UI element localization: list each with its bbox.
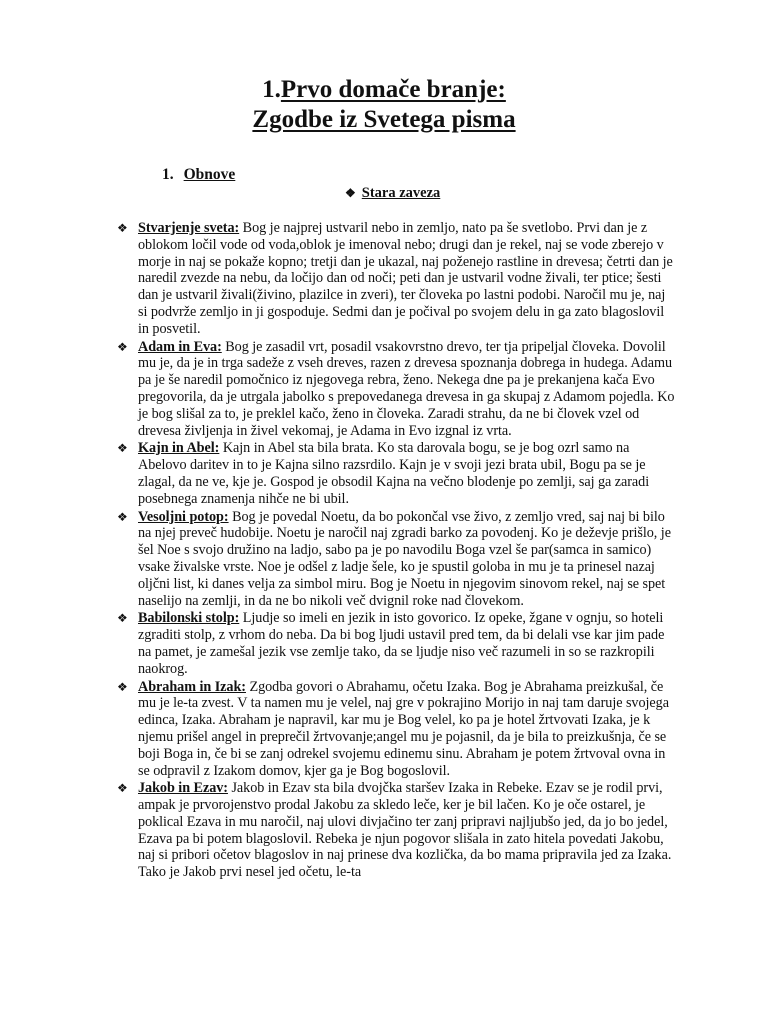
item-text: Bog je najprej ustvaril nebo in zemljo, nato pa še svetlobo. Prvi dan je z oblokom ločil vode od voda,oblok je imenoval nebo; drugi dan je rekel, naj se vode zberejo v morje in naj se pokaže kopno; tretji dan je ukazal, naj poženejo rastline in drevesa; četrti dan je naredil zvezde na nebu, da ločijo dan od noči; peti dan je ustvaril vodne živali, ter ptice; šesti dan je ustvaril živali(živino, plazilce in zveri), ter človeka po lastni podobi. Naročil mu je, naj si podvrže zemljo in ji gospoduje. Sedmi dan je počival po svojem delu in ga zato blagoslovil in posvetil. bbox=[138, 220, 673, 337]
diamond-bullet-icon: ❖ bbox=[117, 781, 128, 796]
title-text-line-2: Zgodbe iz Svetega pisma bbox=[252, 106, 516, 133]
item-heading: Jakob in Ezav: bbox=[138, 780, 228, 797]
item-heading: Stvarjenje sveta: bbox=[138, 220, 240, 236]
section-number: 1. bbox=[162, 166, 174, 183]
item-text: Jakob in Ezav sta bila dvojčka staršev Izaka in Rebeke. Ezav se je rodil prvi, ampak je prvorojenstvo prodal Jakobu za skledo leče, ker je bil lačen. Ko je oče ostarel, je poklical Ezava in mu naročil, naj ulovi divjačino ter zanj pripravi najljubšo jed, da jo bo jedel, Ezava pa bi potem blagoslovil. Rebeka je njun pogovor slišala in zato hitela povedati Jakobu, naj si pribori očetov blagoslov in naj prinese dva kozlička, da bo mama pripravila jed za Izaka. Tako je Jakob prvi nesel jed očetu, le-ta bbox=[138, 780, 672, 881]
item-text: Bog je zasadil vrt, posadil vsakovrstno drevo, ter tja pripeljal človeka. Dovolil mu je, da je in trga sadeže z vseh dreves, razen z drevesa spoznanja dobrega in hudega. Adamu pa je še naredil pomočnico iz njegovega rebra, ženo. Nekega dne pa je prekanjena kača Evo pregovorila, da je utrgala jabolko s prepovedanega drevesa in ga skupaj z Adamom pojedla. Ko je bog slišal za to, je preklel kačo, ženo in človeka. Zaradi strahu, da ne bi človek vzel od drevesa življenja in živel vekomaj, je Adama in Evo izgnal iz vrta. bbox=[138, 338, 675, 439]
item-heading: Babilonski stolp: bbox=[138, 610, 240, 627]
list-item bbox=[117, 509, 677, 610]
title-text-line-1: Prvo domače branje: bbox=[280, 76, 506, 103]
item-heading: Adam in Eva: bbox=[138, 338, 222, 355]
subsection-label: Stara zaveza bbox=[361, 185, 441, 201]
item-heading: Abraham in Izak: bbox=[138, 678, 246, 695]
section-label: Obnove bbox=[183, 166, 236, 183]
list-item bbox=[117, 610, 677, 677]
item-heading: Kajn in Abel: bbox=[138, 440, 220, 457]
diamond-bullet-icon: ❖ bbox=[117, 221, 128, 235]
list-item bbox=[117, 440, 677, 507]
item-text: Zgodba govori o Abrahamu, očetu Izaka. Bog je Abrahama preizkušal, če mu je le-ta zvest. V ta namen mu je velel, naj gre v pokrajino Morijo in naj tam daruje svojega edinca, Izaka. Abraham je napravil, kar mu je Bog velel, ko pa je hotel žrtvovati Izaka, je k njemu prišel angel in preprečil žrtvovanje;angel mu je pojasnil, da je bila to preizkušnja, če se boji Boga in, če bi se zanj odrekel svojemu edinemu sinu. Abraham je potem žrtvoval ovna in se odpravil z Izakom domov, kjer ga je Bog bogoslovil. bbox=[138, 678, 669, 779]
list-item bbox=[117, 339, 677, 440]
list-item bbox=[117, 220, 677, 338]
diamond-bullet-icon: ❖ bbox=[117, 679, 128, 694]
document-title-line-2 bbox=[0, 104, 768, 136]
section-heading bbox=[162, 166, 235, 184]
document-title-line-1 bbox=[0, 74, 768, 106]
diamond-bullet-icon: ❖ bbox=[117, 441, 128, 456]
list-item bbox=[117, 679, 677, 780]
item-text: Kajn in Abel sta bila brata. Ko sta darovala bogu, se je bog ozrl samo na Abelovo daritev in to je Kajna silno razsrdilo. Kajn je v svoji jezi brata ubil, Bogu pa se je zlagal, da ne ve, kje je. Gospod je obsodil Kajna na večno blodenje po zemlji, saj ga zaradi posebnega znamenja nihče ne bi ubil. bbox=[138, 440, 650, 507]
title-number: 1. bbox=[262, 76, 281, 103]
item-text: Ljudje so imeli en jezik in isto govorico. Iz opeke, žgane v ognju, so hoteli zgraditi stolp, z vrhom do neba. Da bi bog ljudi ustavil pred tem, da bi delali vse kar jim pade na pamet, je zamešal jezik vse zemlje tako, da se ljudje niso več razumeli in so se razkropili naokrog. bbox=[138, 610, 665, 677]
diamond-bullet-icon: ❖ bbox=[117, 611, 128, 626]
item-heading: Vesoljni potop: bbox=[138, 508, 229, 525]
story-list bbox=[117, 220, 677, 882]
diamond-bullet-icon: ❖ bbox=[117, 509, 128, 524]
diamond-bullet-icon: ❖ bbox=[345, 186, 356, 200]
subsection-heading bbox=[345, 185, 440, 202]
item-text: Bog je povedal Noetu, da bo pokončal vse živo, z zemljo vred, saj naj bi bilo na njej preveč hudobije. Noetu je naročil naj zgradi barko za povodenj. Ko je deževje prišlo, je šel Noe s svojo družino na ladjo, sabo pa je po navodilu Boga vzel še par(samca in samico) vsake živalske vrste. Noe je odšel z ladje šele, ko je spustil goloba in mu je ta prinesel nazaj oljčni list, ki danes velja za simbol miru. Bog je Noetu in njegovim sinovom rekel, naj se spet naselijo na zemlji, in da ne bo nikoli več dvignil roke nad človekom. bbox=[138, 508, 671, 609]
list-item bbox=[117, 780, 677, 881]
diamond-bullet-icon: ❖ bbox=[117, 339, 128, 354]
